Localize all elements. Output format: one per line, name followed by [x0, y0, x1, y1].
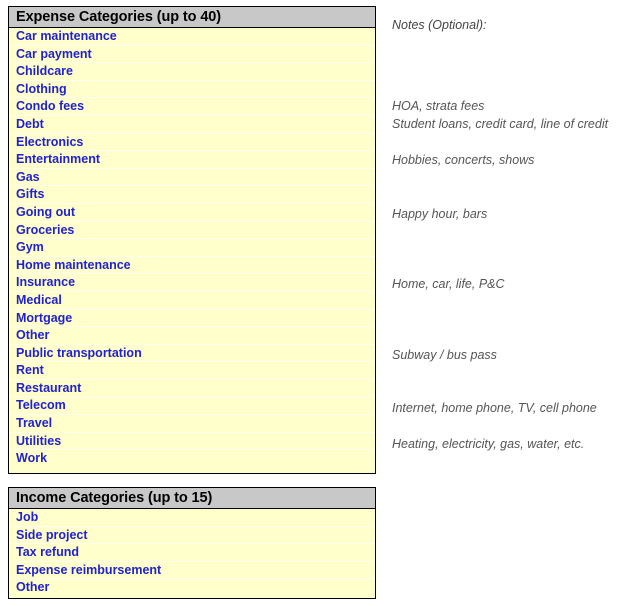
expense-category-item[interactable]: Car payment	[9, 46, 375, 64]
income-categories-panel	[8, 487, 376, 599]
income-category-item[interactable]: Side project	[9, 527, 375, 545]
note-text: Hobbies, concerts, shows	[392, 153, 535, 167]
expense-category-item[interactable]: Car maintenance	[9, 28, 375, 46]
expense-category-item[interactable]: Condo fees	[9, 98, 375, 116]
notes-column-title: Notes (Optional):	[392, 18, 487, 32]
note-text: Internet, home phone, TV, cell phone	[392, 401, 597, 415]
expense-category-item[interactable]: Gifts	[9, 186, 375, 204]
income-category-item[interactable]: Job	[9, 509, 375, 527]
expense-categories-list	[9, 28, 375, 468]
expense-category-item[interactable]: Home maintenance	[9, 257, 375, 275]
expense-category-item[interactable]: Insurance	[9, 274, 375, 292]
expense-category-item[interactable]: Going out	[9, 204, 375, 222]
expense-category-item[interactable]: Telecom	[9, 397, 375, 415]
income-category-item[interactable]: Tax refund	[9, 544, 375, 562]
expense-category-item[interactable]: Public transportation	[9, 345, 375, 363]
note-text: Home, car, life, P&C	[392, 277, 505, 291]
expense-category-item[interactable]: Medical	[9, 292, 375, 310]
expense-category-item[interactable]: Mortgage	[9, 310, 375, 328]
expense-categories-panel	[8, 6, 376, 474]
expense-category-item[interactable]: Work	[16, 451, 48, 466]
expense-category-item[interactable]: Childcare	[9, 63, 375, 81]
expense-category-item[interactable]: Restaurant	[9, 380, 375, 398]
notes-column	[392, 6, 636, 476]
expense-category-item[interactable]: Gym	[9, 239, 375, 257]
income-category-item[interactable]: Expense reimbursement	[9, 562, 375, 580]
note-text: Subway / bus pass	[392, 348, 497, 362]
expense-category-item[interactable]: Other	[9, 327, 375, 345]
income-categories-list	[9, 509, 375, 597]
note-text: Happy hour, bars	[392, 207, 488, 221]
note-text: HOA, strata fees	[392, 99, 485, 113]
income-categories-header: Income Categories (up to 15)	[9, 488, 375, 509]
expense-category-item[interactable]: Rent	[9, 362, 375, 380]
expense-category-item[interactable]: Utilities	[9, 433, 375, 451]
expense-category-item[interactable]: Electronics	[9, 134, 375, 152]
note-text: Heating, electricity, gas, water, etc.	[392, 437, 585, 451]
expense-category-item[interactable]: Gas	[9, 169, 375, 187]
note-text: Student loans, credit card, line of credit	[392, 117, 609, 131]
expense-category-item[interactable]: Entertainment	[9, 151, 375, 169]
expense-category-item[interactable]: Travel	[9, 415, 375, 433]
expense-category-item[interactable]: Debt	[9, 116, 375, 134]
expense-category-item[interactable]: Groceries	[9, 222, 375, 240]
expense-categories-header: Expense Categories (up to 40)	[9, 7, 375, 28]
income-category-item[interactable]: Other	[16, 580, 50, 595]
expense-category-item[interactable]: Clothing	[9, 81, 375, 99]
